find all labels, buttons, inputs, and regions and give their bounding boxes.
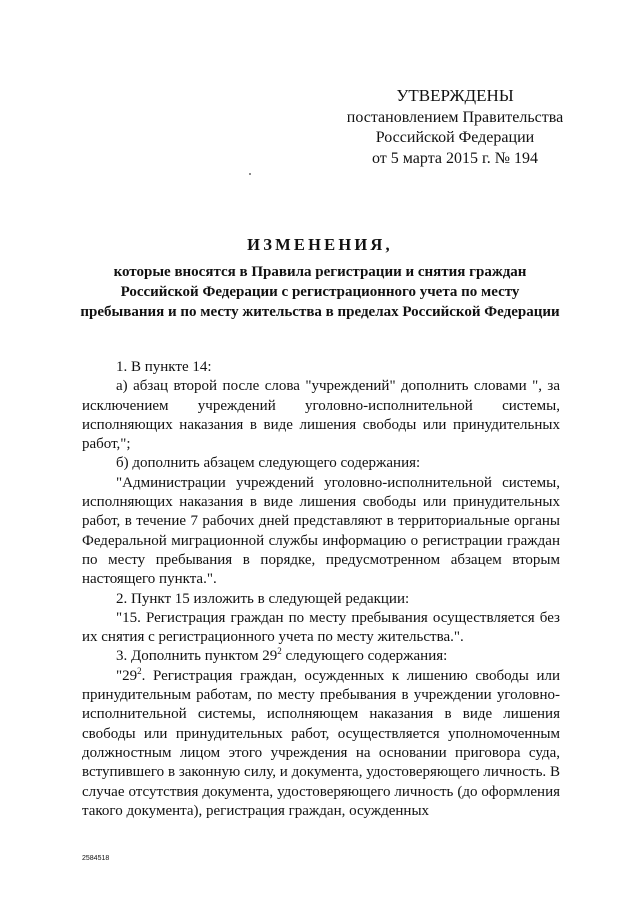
paragraph-item-3 <box>82 647 560 666</box>
approval-line-3: от 5 марта 2015 г. № 194 <box>372 149 538 167</box>
quote-3-start: "29 <box>116 667 138 684</box>
approval-heading: УТВЕРЖДЕНЫ <box>396 86 514 105</box>
subtitle-line-2: Российской Федерации с регистрационного учета по месту <box>120 284 520 300</box>
document-title: ИЗМЕНЕНИЯ, <box>247 235 393 254</box>
paragraph-quote-3 <box>82 667 560 821</box>
item-3-superscript: 2 <box>277 646 282 657</box>
paragraph-item-1: 1. В пункте 14: <box>116 359 212 375</box>
quote-3-text: . Регистрация граждан, осужденных к лишению свободы или принудительным работам, по месту пребывания в учреждении уголовно-исполнительной системы, исполняющем наказания в виде лишения свободы или принудительных работ, осуществляется уполномоченным должностным лицом этого учреждения на основании приговора суда, вступившего в законную силу, и документа, удостоверяющего личность. В случае отсутствия документа, удостоверяющего личность (до оформления такого документа), регистрация граждан, осужденных <box>82 667 560 819</box>
document-body <box>82 358 560 821</box>
paragraph-item-1b: б) дополнить абзацем следующего содержания: <box>116 455 421 472</box>
document-number: 2584518 <box>82 855 110 862</box>
paragraph-quote-2: "15. Регистрация граждан по месту пребывания осуществляется без их снятия с регистрационного учета по месту жительства.". <box>82 609 560 646</box>
approval-line-2: Российской Федерации <box>375 129 535 146</box>
paragraph-quote-1: "Администрации учреждений уголовно-исполнительной системы, исполняющих наказания в виде лишения свободы или принудительных работ, в течение 7 рабочих дней представляют в территориальные органы Федеральной миграционной службы информацию о регистрации граждан по месту пребывания в порядке, предусмотренном абзацем вторым настоящего пункта.". <box>82 474 560 588</box>
item-3-text-end: следующего содержания: <box>281 648 448 665</box>
subtitle-line-1: которые вносятся в Правила регистрации и снятия граждан <box>113 264 527 280</box>
quote-3-superscript: 2 <box>137 665 142 676</box>
scan-speck <box>249 173 251 175</box>
item-3-text: 3. Дополнить пунктом 29 <box>116 648 278 665</box>
subtitle-line-3: пребывания и по месту жительства в пределах Российской Федерации <box>80 304 560 320</box>
paragraph-item-1a: а) абзац второй после слова "учреждений" дополнить словами ", за исключением учреждений уголовно-исполнительной системы, исполняющих наказания в виде лишения свободы или принудительных работ,"; <box>82 378 560 453</box>
paragraph-item-2: 2. Пункт 15 изложить в следующей редакции: <box>116 590 410 607</box>
approval-line-1: постановлением Правительства <box>346 108 564 126</box>
approval-block <box>330 86 580 169</box>
document-subtitle <box>60 262 580 322</box>
